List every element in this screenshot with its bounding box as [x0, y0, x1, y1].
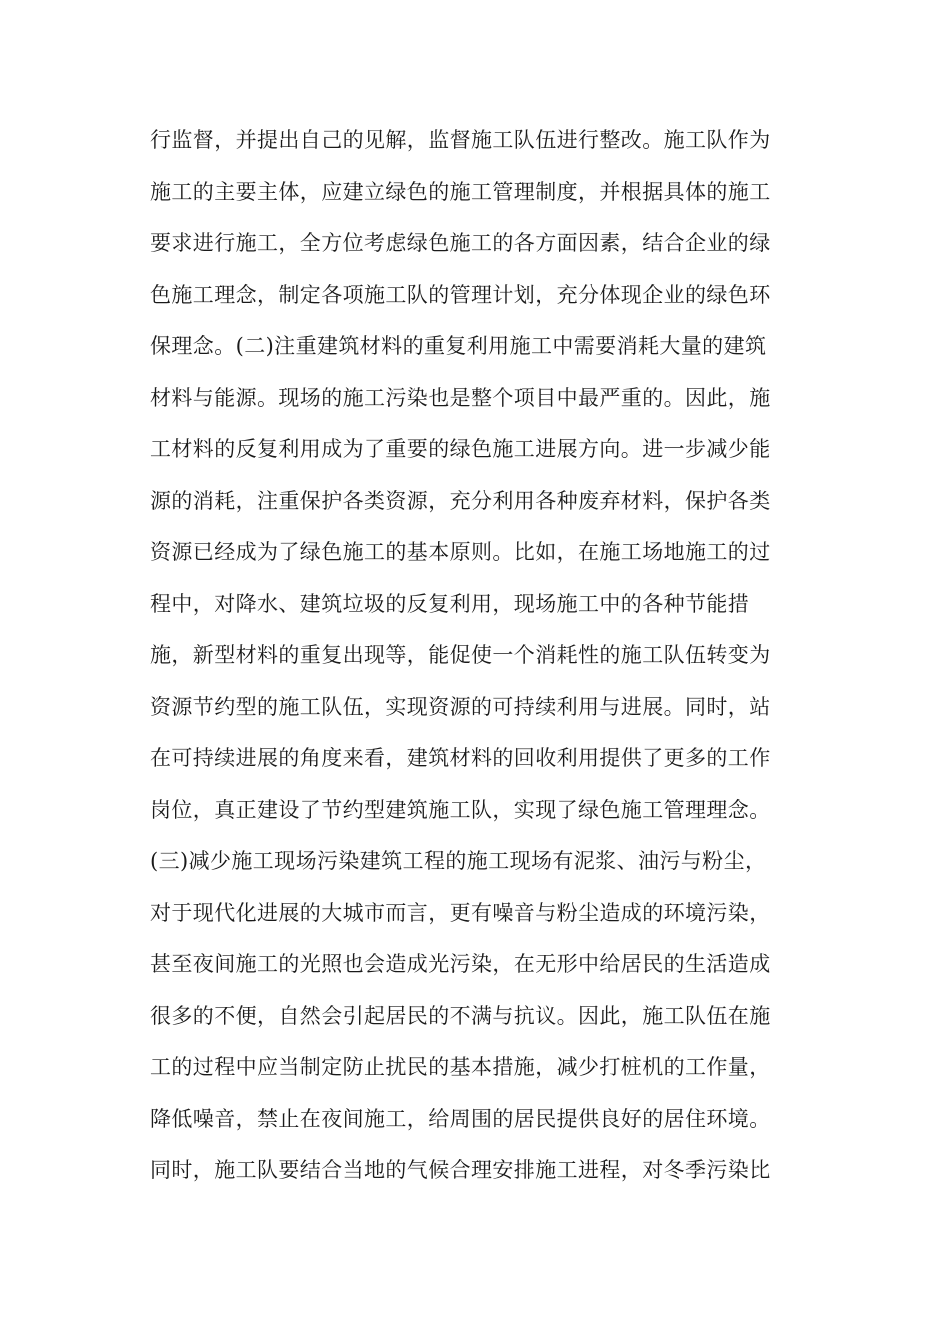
- text-line: 在可持续进展的角度来看，建筑材料的回收利用提供了更多的工作: [150, 746, 771, 770]
- text-line: 保理念。(二)注重建筑材料的重复利用施工中需要消耗大量的建筑: [150, 334, 767, 358]
- text-line: 工的过程中应当制定防止扰民的基本措施，减少打桩机的工作量，: [150, 1055, 771, 1079]
- text-line: 材料与能源。现场的施工污染也是整个项目中最严重的。因此，施: [150, 385, 771, 410]
- text-line: 甚至夜间施工的光照也会造成光污染，在无形中给居民的生活造成: [150, 952, 771, 976]
- text-line: 对于现代化进展的大城市而言，更有噪音与粉尘造成的环境污染，: [150, 900, 771, 925]
- text-line: 资源节约型的施工队伍，实现资源的可持续利用与进展。同时，站: [150, 694, 771, 719]
- text-line: (三)减少施工现场污染建筑工程的施工现场有泥浆、油污与粉尘，: [150, 849, 767, 873]
- text-line: 资源已经成为了绿色施工的基本原则。比如，在施工场地施工的过: [150, 540, 771, 564]
- text-line: 色施工理念，制定各项施工队的管理计划，充分体现企业的绿色环: [150, 282, 771, 307]
- text-line: 很多的不便，自然会引起居民的不满与抗议。因此，施工队伍在施: [150, 1003, 771, 1028]
- text-line: 岗位，真正建设了节约型建筑施工队，实现了绿色施工管理理念。: [150, 797, 771, 822]
- text-line: 工材料的反复利用成为了重要的绿色施工进展方向。进一步减少能: [150, 437, 771, 461]
- text-line: 降低噪音，禁止在夜间施工，给周围的居民提供良好的居住环境。: [150, 1106, 771, 1131]
- text-line: 要求进行施工，全方位考虑绿色施工的各方面因素，结合企业的绿: [150, 231, 771, 255]
- text-line: 施工的主要主体，应建立绿色的施工管理制度，并根据具体的施工: [150, 179, 771, 204]
- text-line: 程中，对降水、建筑垃圾的反复利用，现场施工中的各种节能措: [150, 591, 750, 616]
- text-line: 施，新型材料的重复出现等，能促使一个消耗性的施工队伍转变为: [150, 643, 771, 667]
- text-line: 同时，施工队要结合当地的气候合理安排施工进程，对冬季污染比: [150, 1158, 771, 1182]
- text-line: 行监督，并提出自己的见解，监督施工队伍进行整改。施工队作为: [150, 128, 771, 152]
- text-line: 源的消耗，注重保护各类资源，充分利用各种废弃材料，保护各类: [150, 488, 771, 513]
- body-text: [150, 115, 810, 1197]
